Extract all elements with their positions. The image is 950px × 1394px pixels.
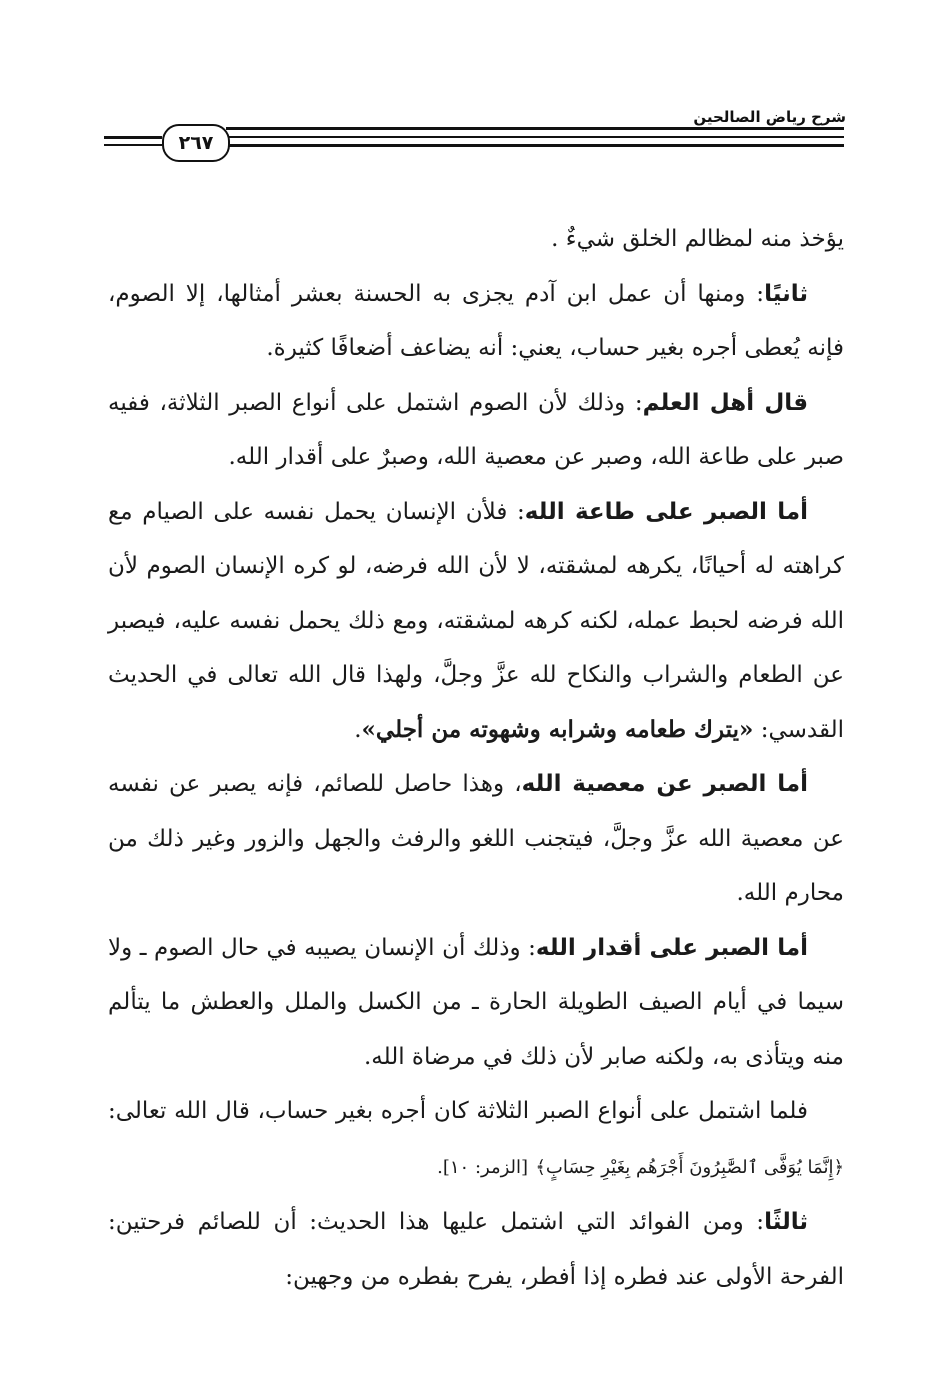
quran-verse: ﴿إِنَّمَا يُوَفَّى ٱلصَّٰبِرُونَ أَجْرَهُم بِغَيْرِ حِسَابٍ﴾ [535,1156,844,1178]
paragraph-6-text: : وذلك أن الإنسان يصيبه في حال الصوم ـ ولا سيما في أيام الصيف الطويلة الحارة ـ من الكسل والملل والعطش ما يتألم منه ويتأذى به، ولكنه صابر لأن ذلك في مرضاة الله. [108,934,844,1070]
paragraph-8-lead: ثالثًا [764,1209,808,1235]
paragraph-7 [108,1084,844,1195]
paragraph-7-text: فلما اشتمل على أنواع الصبر الثلاثة كان أجره بغير حساب، قال الله تعالى: [108,1098,808,1124]
paragraph-3-text: : وذلك لأن الصوم اشتمل على أنواع الصبر الثلاثة، ففيه صبر على طاعة الله، وصبر عن معصية الله، وصبرٌ على أقدار الله. [108,389,844,470]
paragraph-4-text: : فلأن الإنسان يحمل نفسه على الصيام مع كراهته له أحيانًا، يكرهه لمشقته، لا لأن الله فرضه، لو كره الإنسان الصوم لأن الله فرضه لحبط عمله، لكنه كرهه لمشقته، ومع ذلك يحمل نفسه عليه، فيصبر عن الطعام والشراب والنكاح لله عزَّ وجلَّ، ولهذا قال الله تعالى في الحديث القدسي: [108,498,844,743]
header-rule-top [226,127,844,130]
paragraph-5-lead: أما الصبر عن معصية الله [521,771,808,797]
paragraph-3-lead: قال أهل العلم [642,389,808,416]
paragraph-8-text: : ومن الفوائد التي اشتمل عليها هذا الحديث: أن للصائم فرحتين: الفرحة الأولى عند فطره إذا أفطر، يفرح بفطره من وجهين: [108,1209,844,1290]
paragraph-5 [108,757,844,921]
page-number-badge: ٢٦٧ [162,124,230,162]
paragraph-4-end: . [354,716,362,743]
paragraph-2 [108,267,844,376]
paragraph-1: يؤخذ منه لمظالم الخلق شيءٌ . [551,226,844,252]
paragraph-5-text: ، وهذا حاصل للصائم، فإنه يصبر عن نفسه عن معصية الله عزَّ وجلَّ، فيتجنب اللغو والرفث والجهل والزور وغير ذلك من محارم الله. [108,771,844,906]
hadith-quote: «يترك طعامه وشرابه وشهوته من أجلي» [361,715,754,743]
running-header-title: شرح رياض الصالحين [693,108,846,126]
paragraph-2-lead: ثانيًا [764,280,808,307]
header-rule-middle [226,136,844,138]
paragraph-6 [108,921,844,1085]
header-rule-left-lower [104,144,162,146]
paragraph-2-text: : ومنها أن عمل ابن آدم يجزى به الحسنة بعشر أمثالها، إلا الصوم، فإنه يُعطى أجره بغير حساب، يعني: أنه يضاعف أضعافًا كثيرة. [108,280,844,361]
paragraph-8 [108,1195,844,1304]
verse-reference: [الزمر: ١٠]. [437,1156,529,1178]
paragraph-4 [108,485,844,758]
header-rule-left [104,136,162,139]
body-text [108,212,844,1304]
paragraph-6-lead: أما الصبر على أقدار الله [535,934,809,961]
paragraph-4-lead: أما الصبر على طاعة الله [524,498,808,525]
header-rule-bottom [226,144,844,147]
paragraph-3 [108,376,844,485]
